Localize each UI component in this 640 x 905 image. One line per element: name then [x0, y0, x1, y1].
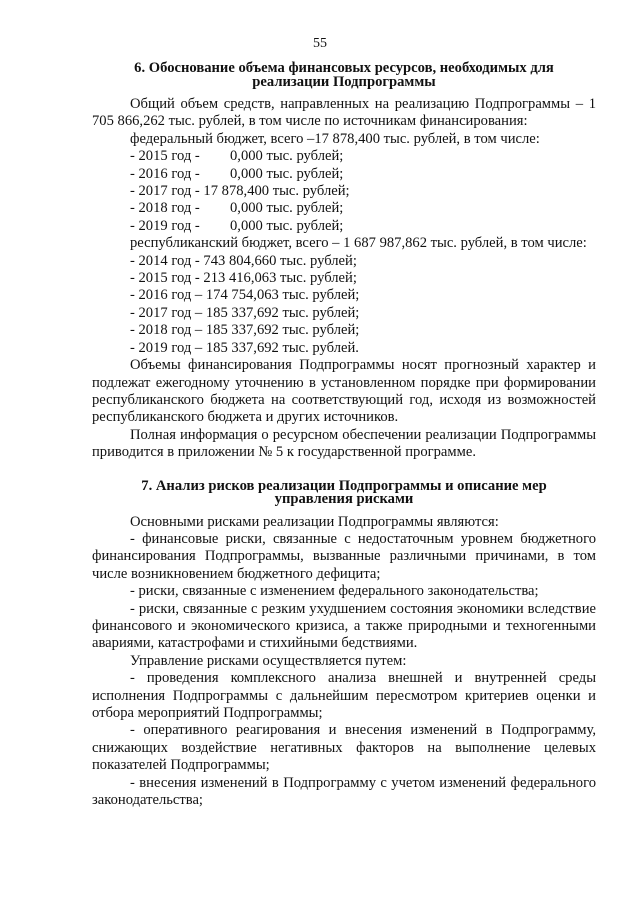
- page-content: [92, 62, 596, 809]
- federal-year-amount: 0,000 тыс. рублей;: [230, 200, 344, 217]
- federal-year-label: - 2016 год -: [130, 165, 200, 182]
- full-info-paragraph: Полная информация о ресурсном обеспечении реализации Подпрограммы приводится в приложении № 5 к государственной программе.: [92, 426, 596, 461]
- republic-year-2019: - 2019 год – 185 337,692 тыс. рублей.: [130, 339, 359, 356]
- management-analysis: - проведения комплексного анализа внешней и внутренней среды исполнения Подпрограммы с дальнейшим пересмотром критериев оценки и отбора мероприятий Подпрограммы;: [92, 670, 596, 721]
- section-7-heading: [92, 477, 596, 508]
- section-6-heading-line-2: реализации Подпрограммы: [252, 73, 436, 90]
- section-6-heading: [92, 62, 596, 89]
- federal-year-label: - 2015 год -: [130, 148, 200, 165]
- risk-management-intro: Управление рисками осуществляется путем:: [130, 652, 407, 669]
- section-7-heading-line-2: управления рисками: [274, 491, 414, 508]
- risk-economic: - риски, связанные с резким ухудшением состояния экономики вследствие финансового и экономического кризиса, а также природными и техногенными авариями, катастрофами и стихийными бедствиями.: [92, 600, 596, 652]
- republic-budget-total: республиканский бюджет, всего – 1 687 987,862 тыс. рублей, в том числе:: [130, 235, 587, 252]
- management-legislation: - внесения изменений в Подпрограмму с учетом изменений федерального законодательства;: [92, 774, 596, 809]
- federal-year-amount: 0,000 тыс. рублей;: [230, 165, 344, 182]
- federal-year-label: - 2018 год -: [130, 200, 200, 217]
- section-6-intro: Общий объем средств, направленных на реализацию Подпрограммы – 1 705 866,262 тыс. рублей, в том числе по источникам финансирования:: [92, 96, 596, 130]
- federal-year-label: - 2019 год -: [130, 217, 200, 234]
- federal-year-2016: [92, 166, 596, 183]
- section-7-heading-line-1: 7. Анализ рисков реализации Подпрограммы и описание мер: [141, 477, 547, 494]
- federal-year-2017: [92, 183, 596, 200]
- risks-intro: Основными рисками реализации Подпрограммы являются:: [130, 513, 499, 530]
- federal-budget-total: федеральный бюджет, всего –17 878,400 тыс. рублей, в том числе:: [130, 130, 540, 147]
- federal-year-amount: 0,000 тыс. рублей;: [230, 217, 344, 234]
- forecast-paragraph: Объемы финансирования Подпрограммы носят прогнозный характер и подлежат ежегодному уточнению в установленном порядке при формировании республиканского бюджета на соответствующий год, исходя из возможностей республиканского бюджета и других источников.: [92, 357, 596, 426]
- federal-year-2018: [92, 200, 596, 217]
- federal-year-2015: [92, 148, 596, 165]
- federal-year-2019: [92, 218, 596, 235]
- republic-year-2015: - 2015 год - 213 416,063 тыс. рублей;: [130, 270, 357, 287]
- republic-year-2016: - 2016 год – 174 754,063 тыс. рублей;: [130, 287, 360, 304]
- republic-year-2017: - 2017 год – 185 337,692 тыс. рублей;: [130, 304, 360, 321]
- republic-year-2014: - 2014 год - 743 804,660 тыс. рублей;: [130, 252, 357, 269]
- section-6-heading-line-1: 6. Обоснование объема финансовых ресурсов, необходимых для: [134, 60, 554, 76]
- management-response: - оперативного реагирования и внесения изменений в Подпрограмму, снижающих воздействие негативных факторов на выполнение целевых показателей Подпрограммы;: [92, 722, 596, 774]
- risk-financial: - финансовые риски, связанные с недостаточным уровнем бюджетного финансирования Подпрограммы, вызванные различными причинами, в том числе возникновением бюджетного дефицита;: [92, 530, 596, 582]
- federal-year-amount: 0,000 тыс. рублей;: [230, 148, 344, 165]
- federal-year-label: - 2017 год - 17 878,400 тыс. рублей;: [130, 183, 350, 200]
- risk-legislation: - риски, связанные с изменением федерального законодательства;: [130, 583, 539, 600]
- republic-year-2018: - 2018 год – 185 337,692 тыс. рублей;: [130, 322, 360, 339]
- page-number: 55: [313, 36, 327, 51]
